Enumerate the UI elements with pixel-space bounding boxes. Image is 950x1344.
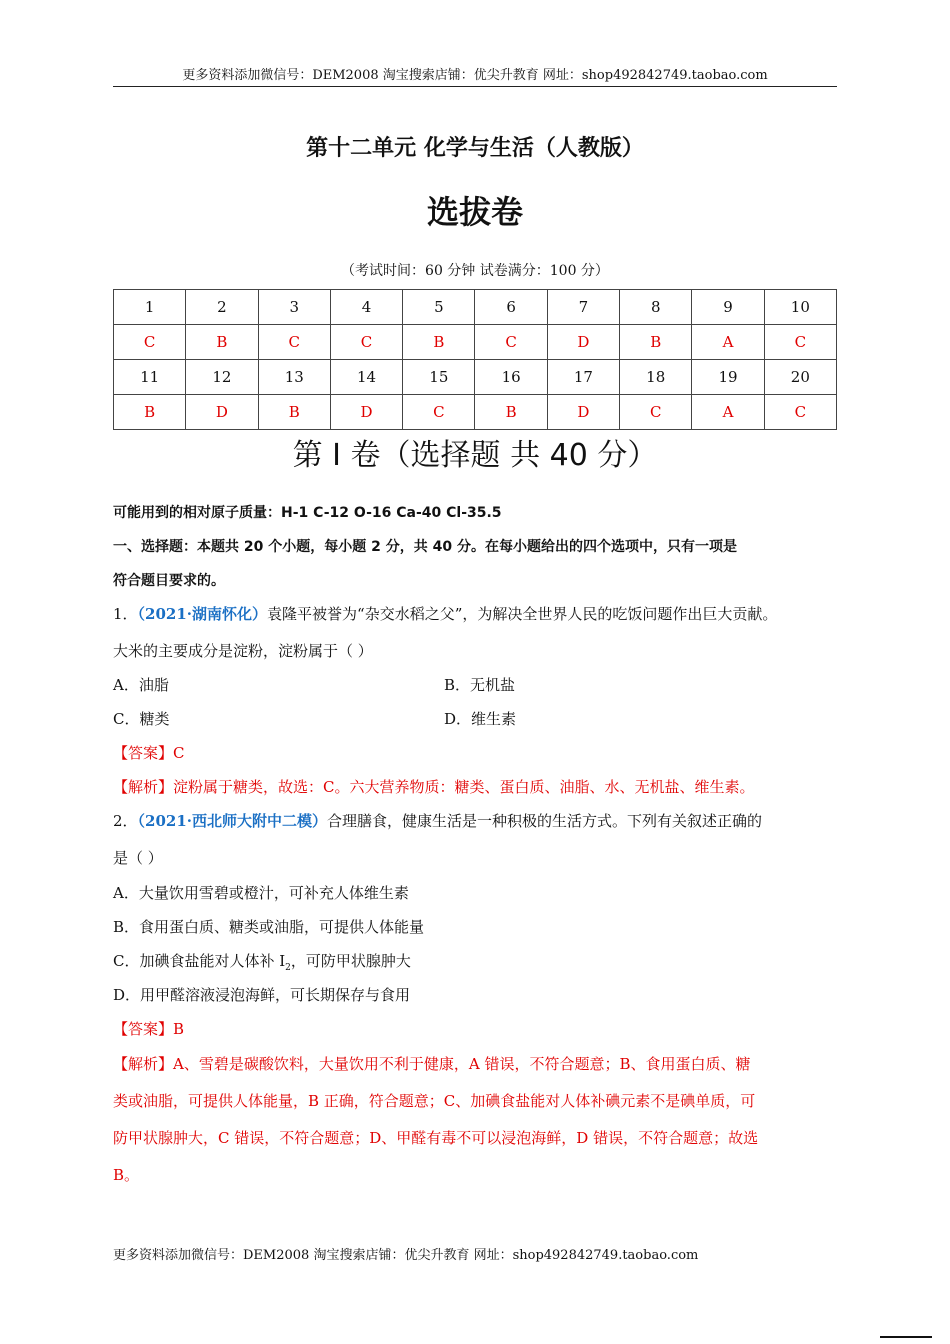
question-2-analysis-line-1 xyxy=(113,1053,750,1075)
question-2-analysis-line-4: B。 xyxy=(113,1166,140,1184)
question-2-source: （2021·西北师大附中二模） xyxy=(137,812,328,830)
page-header: 更多资料添加微信号：DEM2008 淘宝搜索店铺：优尖升教育 网址：shop492842749.taobao.com xyxy=(113,66,837,87)
answer-cell: D xyxy=(186,395,258,430)
answer-cell: C xyxy=(403,395,475,430)
question-number-cell: 1 xyxy=(114,290,186,325)
question-number-cell: 13 xyxy=(258,360,330,395)
exam-info: （考试时间：60 分钟 试卷满分：100 分） xyxy=(341,263,609,279)
paper-title: 选拔卷 xyxy=(426,193,523,231)
answer-cell: C xyxy=(475,325,547,360)
answer-cell: B xyxy=(620,325,692,360)
answer-cell: C xyxy=(330,325,402,360)
question-1-number: 1． xyxy=(113,605,138,623)
answer-cell: C xyxy=(258,325,330,360)
atomic-mass-line: 可能用到的相对原子质量：H-1 C-12 O-16 Ca-40 Cl-35.5 xyxy=(113,505,502,521)
question-1-analysis xyxy=(113,776,755,798)
question-number-cell: 9 xyxy=(692,290,764,325)
answer-table-row-numbers-2 xyxy=(114,360,837,395)
answer-cell: B xyxy=(114,395,186,430)
instructions-line-2: 符合题目要求的。 xyxy=(113,573,225,589)
question-number-cell: 6 xyxy=(475,290,547,325)
question-number-cell: 20 xyxy=(764,360,836,395)
question-number-cell: 8 xyxy=(620,290,692,325)
question-2-stem-line-1 xyxy=(113,810,762,832)
question-number-cell: 12 xyxy=(186,360,258,395)
question-number-cell: 18 xyxy=(620,360,692,395)
question-2-analysis-line-3: 防甲状腺肿大，C 错误，不符合题意；D、甲醛有毒不可以浸泡海鲜，D 错误，不符合题意；故选 xyxy=(113,1129,759,1147)
question-2-option-a: A．大量饮用雪碧或橙汁，可补充人体维生素 xyxy=(113,884,409,902)
question-number-cell: 5 xyxy=(403,290,475,325)
question-2-stem-text: 合理膳食，健康生活是一种积极的生活方式。下列有关叙述正确的 xyxy=(327,812,763,830)
answer-cell: C xyxy=(764,325,836,360)
question-1-option-c: C．糖类 xyxy=(113,710,170,728)
question-1-stem-line-2: 大米的主要成分是淀粉，淀粉属于（ ） xyxy=(113,642,373,660)
page-footer: 更多资料添加微信号：DEM2008 淘宝搜索店铺：优尖升教育 网址：shop492842749.taobao.com xyxy=(113,1248,699,1263)
option-c-text: C．加碘食盐能对人体补 I xyxy=(113,952,286,970)
question-2-analysis-line-2: 类或油脂，可提供人体能量，B 正确，符合题意；C、加碘食盐能对人体补碘元素不是碘单质，可 xyxy=(113,1092,756,1110)
answer-cell: B xyxy=(403,325,475,360)
analysis-label: 【解析】 xyxy=(113,778,174,796)
question-1-stem-line-1 xyxy=(113,603,777,625)
question-2-option-b: B．食用蛋白质、糖类或油脂，可提供人体能量 xyxy=(113,918,425,936)
corner-mark xyxy=(880,1336,932,1338)
unit-title: 第十二单元 化学与生活（人教版） xyxy=(306,135,644,161)
answer-cell: C xyxy=(620,395,692,430)
answer-cell: A xyxy=(692,325,764,360)
option-c-subscript: 2 xyxy=(285,963,291,973)
question-number-cell: 11 xyxy=(114,360,186,395)
answer-table-row-answers-1 xyxy=(114,325,837,360)
answer-value: C xyxy=(173,744,185,762)
question-2-answer xyxy=(113,1018,184,1040)
question-1-answer xyxy=(113,742,185,764)
answer-table xyxy=(113,289,837,430)
answer-table-row-numbers-1 xyxy=(114,290,837,325)
question-number-cell: 4 xyxy=(330,290,402,325)
answer-cell: C xyxy=(764,395,836,430)
analysis-text: A、雪碧是碳酸饮料，大量饮用不利于健康，A 错误，不符合题意；B、食用蛋白质、糖 xyxy=(173,1055,751,1073)
question-number-cell: 19 xyxy=(692,360,764,395)
question-number-cell: 7 xyxy=(547,290,619,325)
analysis-label: 【解析】 xyxy=(113,1055,174,1073)
answer-cell: B xyxy=(475,395,547,430)
question-number-cell: 10 xyxy=(764,290,836,325)
question-1-stem-text: 袁隆平被誉为“杂交水稻之父”，为解决全世界人民的吃饭问题作出巨大贡献。 xyxy=(267,605,778,623)
question-2-option-d: D．用甲醛溶液浸泡海鲜，可长期保存与食用 xyxy=(113,986,411,1004)
answer-table-row-answers-2 xyxy=(114,395,837,430)
answer-cell: D xyxy=(547,325,619,360)
question-1-option-b: B．无机盐 xyxy=(444,676,516,694)
answer-value: B xyxy=(173,1020,185,1038)
answer-label: 【答案】 xyxy=(113,744,174,762)
section-title: 第 I 卷（选择题 共 40 分） xyxy=(292,438,658,473)
question-1-source: （2021·湖南怀化） xyxy=(137,605,268,623)
answer-cell: D xyxy=(330,395,402,430)
answer-cell: B xyxy=(186,325,258,360)
question-number-cell: 14 xyxy=(330,360,402,395)
question-number-cell: 3 xyxy=(258,290,330,325)
question-2-number: 2． xyxy=(113,812,138,830)
question-2-stem-line-2: 是（ ） xyxy=(113,849,163,867)
analysis-text: 淀粉属于糖类，故选：C。六大营养物质：糖类、蛋白质、油脂、水、无机盐、维生素。 xyxy=(173,778,755,796)
question-2-option-c xyxy=(113,950,411,979)
answer-cell: D xyxy=(547,395,619,430)
instructions-line-1: 一、选择题：本题共 20 个小题，每小题 2 分，共 40 分。在每小题给出的四个选项中，只有一项是 xyxy=(113,539,737,555)
question-1-option-d: D．维生素 xyxy=(444,710,517,728)
question-number-cell: 2 xyxy=(186,290,258,325)
answer-label: 【答案】 xyxy=(113,1020,174,1038)
question-number-cell: 17 xyxy=(547,360,619,395)
question-number-cell: 15 xyxy=(403,360,475,395)
question-1-option-a: A．油脂 xyxy=(113,676,169,694)
question-number-cell: 16 xyxy=(475,360,547,395)
answer-cell: C xyxy=(114,325,186,360)
option-c-text-end: ，可防甲状腺肿大 xyxy=(290,952,411,970)
answer-cell: B xyxy=(258,395,330,430)
answer-cell: A xyxy=(692,395,764,430)
